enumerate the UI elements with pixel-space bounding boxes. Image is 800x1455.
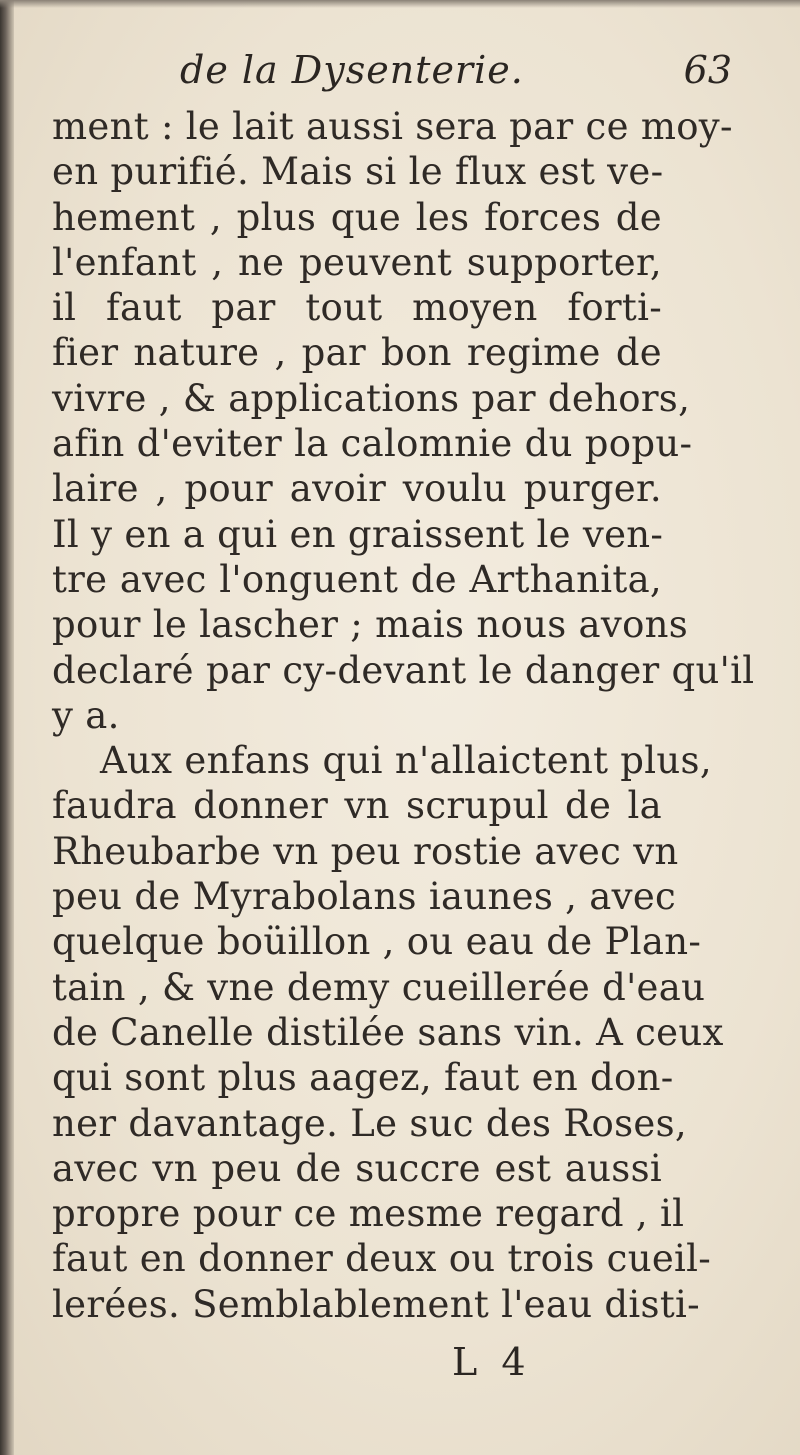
body-text [52, 104, 755, 1327]
text-line-21: de Canelle distilée sans vin. A ceux [52, 1010, 724, 1054]
running-title: de la Dysenterie. [180, 48, 524, 92]
text-line-13: declaré par cy-devant le danger qu'il [52, 648, 755, 692]
text-line-19: quelque boüillon , ou eau de Plan- [52, 920, 702, 964]
text-line-14: y a. [52, 693, 120, 737]
text-line-4: l'enfant , ne peuvent supporter, [52, 240, 662, 284]
text-line-6: fier nature , par bon regime de [52, 331, 662, 375]
text-line-27: lerées. Semblablement l'eau disti- [52, 1282, 700, 1326]
page-header [60, 48, 760, 108]
page-top-shadow [0, 0, 800, 8]
text-line-11: tre avec l'onguent de Arthanita, [52, 557, 662, 601]
text-line-12: pour le lascher ; mais nous avons [52, 603, 689, 647]
text-line-7: vivre , & applications par dehors, [52, 376, 691, 420]
text-line-16: faudra donner vn scrupul de la [52, 784, 662, 828]
text-line-18: peu de Myrabolans iaunes , avec [52, 875, 677, 919]
text-line-9: laire , pour avoir voulu purger. [52, 467, 662, 511]
text-line-20: tain , & vne demy cueillerée d'eau [52, 965, 706, 1009]
text-line-2: en purifié. Mais si le flux est ve- [52, 150, 664, 194]
page-binding-edge [0, 0, 14, 1455]
text-line-8: afin d'eviter la calomnie du popu- [52, 422, 693, 466]
text-line-10: Il y en a qui en graissent le ven- [52, 512, 664, 556]
text-line-3: hement , plus que les forces de [52, 195, 662, 239]
text-line-25: propre pour ce mesme regard , il [52, 1192, 685, 1236]
text-line-23: ner davantage. Le suc des Roses, [52, 1101, 687, 1145]
text-line-17: Rheubarbe vn peu rostie avec vn [52, 829, 679, 873]
text-line-1: ment : le lait aussi sera par ce moy- [52, 105, 733, 148]
text-line-26: faut en donner deux ou trois cueil- [52, 1237, 712, 1281]
text-line-22: qui sont plus aagez, faut en don- [52, 1056, 674, 1100]
page-number: 63 [683, 48, 732, 92]
text-line-24: avec vn peu de succre est aussi [52, 1146, 662, 1190]
text-line-5: il faut par tout moyen forti- [52, 286, 662, 330]
text-line-15: Aux enfans qui n'allaictent plus, [100, 739, 712, 783]
signature-mark: L 4 [452, 1340, 532, 1384]
